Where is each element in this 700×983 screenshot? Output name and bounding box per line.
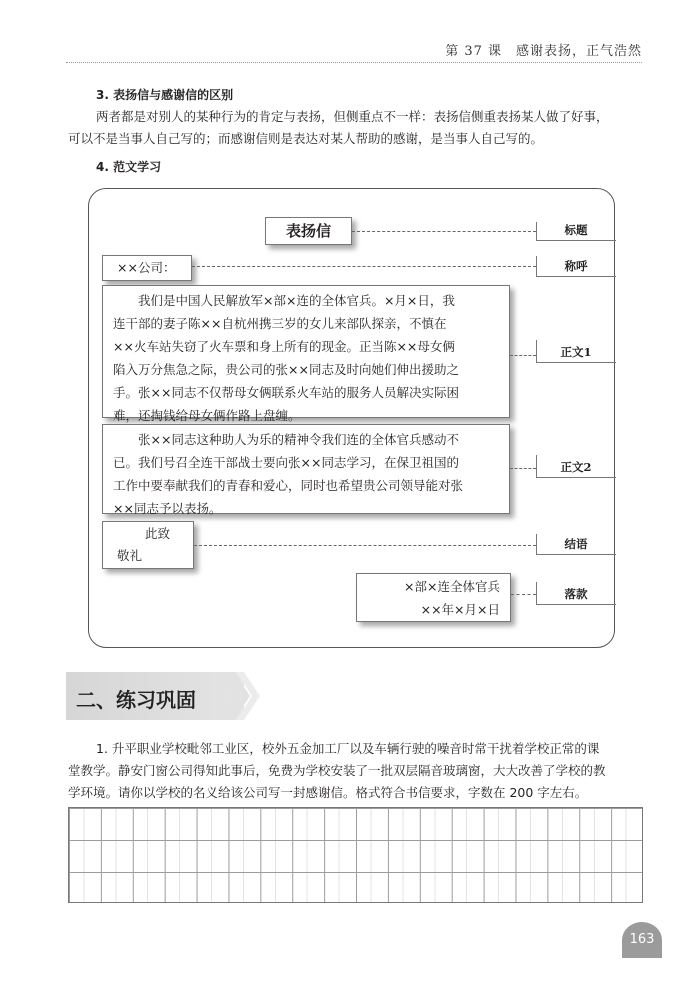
body-1-line: 难，还掏钱给母女俩作路上盘缠。 — [113, 408, 301, 423]
label-title: 标题 — [536, 222, 616, 241]
letter-signature-box — [356, 573, 511, 622]
label-signature: 落款 — [536, 586, 616, 605]
letter-salutation-box: ××公司： — [102, 255, 192, 281]
label-body-1: 正文1 — [536, 344, 616, 363]
letter-title-box: 表扬信 — [265, 217, 352, 245]
body-1-line: ××火车站失窃了火车票和身上所有的现金。正当陈××母女俩 — [113, 339, 455, 354]
body-2-line: 张××同志这种助人为乐的精神令我们连的全体官兵感动不 — [113, 432, 459, 447]
running-header: 第 37 课 感谢表扬，正气浩然 — [445, 44, 642, 59]
label-salutation: 称呼 — [536, 258, 616, 277]
letter-body-2-box — [102, 424, 510, 514]
body-2-line: 已。我们号召全连干部战士要向张××同志学习，在保卫祖国的 — [113, 455, 459, 470]
body-2-line: ××同志予以表扬。 — [113, 501, 222, 516]
page-number: 163 — [622, 922, 662, 958]
salutation-connector — [192, 266, 536, 267]
body-1-line: 连干部的妻子陈××自杭州携三岁的女儿来部队探亲，不慎在 — [113, 316, 447, 331]
banner-chevron-icon — [220, 672, 264, 720]
writing-grid[interactable] — [68, 807, 643, 903]
body-1-line: 我们是中国人民解放军×部×连的全体官兵。×月×日，我 — [113, 293, 455, 308]
section-4-heading: 4. 范文学习 — [96, 160, 162, 174]
section-3-paragraph-line1: 两者都是对别人的某种行为的肯定与表扬，但侧重点不一样：表扬信侧重表扬某人做了好事， — [96, 109, 609, 124]
question-1-line2: 堂教学。静安门窗公司得知此事后，免费为学校安装了一批双层隔音玻璃窗，大大改善了学校的教 — [68, 763, 606, 778]
signature-connector — [511, 594, 536, 595]
header-divider — [66, 62, 642, 63]
closing-line-1: 此致 — [145, 526, 171, 541]
question-1-line3: 学环境。请你以学校的名义给该公司写一封感谢信。格式符合书信要求，字数在 200 字左右。 — [68, 785, 588, 800]
title-connector — [352, 231, 536, 232]
body-1-line: 陷入万分焦急之际，贵公司的张××同志及时向她们伸出援助之 — [113, 362, 459, 377]
body-2-line: 工作中要奉献我们的青春和爱心，同时也希望贵公司领导能对张 — [113, 478, 464, 493]
practice-section-title: 二、练习巩固 — [76, 688, 196, 712]
section-3-paragraph-line2: 可以不是当事人自己写的；而感谢信则是表达对某人帮助的感谢，是当事人自己写的。 — [68, 131, 544, 146]
signature-line-2: ××年×月×日 — [420, 602, 500, 617]
body-2-connector — [510, 468, 536, 469]
section-3-heading: 3. 表扬信与感谢信的区别 — [96, 88, 234, 102]
letter-body-1-box — [102, 285, 510, 423]
closing-line-2: 敬礼 — [117, 548, 143, 563]
closing-connector — [194, 545, 536, 546]
body-1-connector — [510, 355, 536, 356]
signature-line-1: ×部×连全体官兵 — [404, 579, 500, 594]
label-closing: 结语 — [536, 536, 616, 555]
body-1-line: 手。张××同志不仅帮母女俩联系火车站的服务人员解决实际困 — [113, 385, 459, 400]
letter-closing-box — [102, 521, 194, 569]
question-1-line1: 1. 升平职业学校毗邻工业区，校外五金加工厂以及车辆行驶的噪音时常干扰着学校正常的课 — [96, 741, 600, 756]
label-body-2: 正文2 — [536, 459, 616, 478]
